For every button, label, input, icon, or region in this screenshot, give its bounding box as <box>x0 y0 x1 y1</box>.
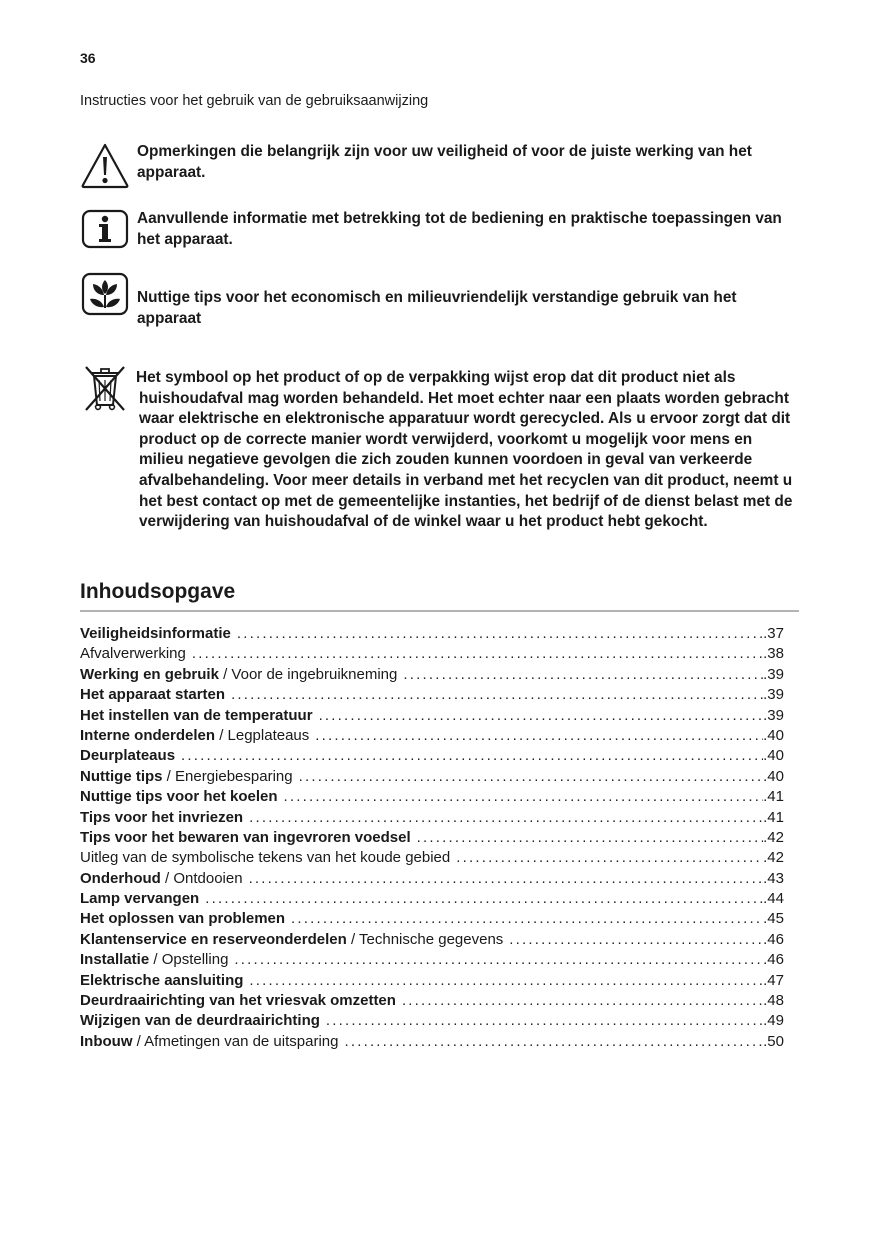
toc-entry-10[interactable] <box>80 808 784 828</box>
toc-dot-leader <box>326 1011 763 1031</box>
toc-entry-title-bold: Deurdraairichting van het vriesvak omzetten <box>80 992 396 1010</box>
toc-entry-21[interactable] <box>80 1032 784 1052</box>
toc-entry-1[interactable] <box>80 624 784 644</box>
toc-entry-title-bold: Tips voor het bewaren van ingevroren voedsel <box>80 828 411 846</box>
page-number: 36 <box>80 50 96 66</box>
toc-dot-leader <box>456 848 763 868</box>
toc-entry-18[interactable] <box>80 971 784 991</box>
toc-dot-leader <box>237 624 763 644</box>
toc-entry-page: .39 <box>763 686 784 704</box>
toc-entry-title-bold: Het apparaat starten <box>80 686 226 704</box>
toc-entry-page: .43 <box>763 869 784 887</box>
toc-entry-page: .41 <box>763 808 784 826</box>
toc-entry-page: .40 <box>763 747 784 765</box>
toc-entry-16[interactable] <box>80 930 784 950</box>
toc-entry-title-rest: / Ontdooien <box>160 869 243 887</box>
toc-entry-page: .47 <box>763 971 784 989</box>
toc-dot-leader <box>299 767 764 787</box>
notice-eco-text: Nuttige tips voor het economisch en milieuvriendelijk verstandige gebruik van het apparaat <box>137 289 737 327</box>
toc-entry-title-bold: Nuttige tips voor het koelen <box>80 788 278 806</box>
toc-divider <box>80 610 799 612</box>
toc-entry-17[interactable] <box>80 950 784 970</box>
toc-entry-page: .39 <box>763 665 784 683</box>
toc-entry-15[interactable] <box>80 909 784 929</box>
toc-dot-leader <box>249 869 764 889</box>
toc-entry-19[interactable] <box>80 991 784 1011</box>
toc-entry-title-bold: Interne onderdelen <box>80 726 216 744</box>
toc-dot-leader <box>284 787 764 807</box>
toc-dot-leader <box>319 706 764 726</box>
toc-dot-leader <box>291 909 763 929</box>
notice-info-text: Aanvullende informatie met betrekking tot de bediening en praktische toepassingen van het apparaat. <box>137 210 782 248</box>
toc-entry-page: .41 <box>763 788 784 806</box>
toc-dot-leader <box>509 930 763 950</box>
intro-heading: Instructies voor het gebruik van de gebruiksaanwijzing <box>80 93 429 109</box>
toc-entry-page: .46 <box>763 951 784 969</box>
toc-entry-20[interactable] <box>80 1011 784 1031</box>
toc-entry-title-bold: Het oplossen van problemen <box>80 910 286 928</box>
toc-entry-page: .37 <box>763 625 784 642</box>
info-icon <box>80 209 130 259</box>
toc-entry-8[interactable] <box>80 767 784 787</box>
toc-list <box>80 624 784 1052</box>
toc-entry-page: .48 <box>763 992 784 1010</box>
toc-entry-title-bold: Wijzigen van de deurdraairichting <box>80 1012 320 1030</box>
crossed-out-bin-icon <box>80 363 130 413</box>
toc-dot-leader <box>249 808 763 828</box>
toc-dot-leader <box>417 828 763 848</box>
toc-entry-title-bold: Installatie <box>80 951 150 969</box>
toc-entry-page: .49 <box>763 1012 784 1030</box>
toc-entry-title-bold: Inbouw <box>80 1032 133 1050</box>
toc-entry-page: .50 <box>763 1032 784 1050</box>
toc-entry-9[interactable] <box>80 787 784 807</box>
toc-entry-page: .38 <box>763 645 784 663</box>
toc-dot-leader <box>234 950 763 970</box>
toc-entry-title-rest: Afvalverwerking <box>80 645 186 663</box>
toc-entry-page: .42 <box>763 849 784 867</box>
toc-entry-4[interactable] <box>80 685 784 705</box>
toc-entry-title-bold: Nuttige tips <box>80 767 163 785</box>
toc-dot-leader <box>181 746 763 766</box>
toc-entry-title-rest: / Legplateaus <box>215 726 310 744</box>
toc-entry-2[interactable] <box>80 644 784 664</box>
toc-entry-title-bold: Lamp vervangen <box>80 890 200 908</box>
toc-entry-page: .39 <box>763 706 784 724</box>
toc-entry-page: .45 <box>763 910 784 928</box>
toc-entry-14[interactable] <box>80 889 784 909</box>
toc-entry-title-bold: Onderhoud <box>80 869 161 887</box>
toc-entry-title-rest: / Afmetingen van de uitsparing <box>132 1032 339 1050</box>
toc-dot-leader <box>344 1032 763 1052</box>
toc-entry-title-rest: / Voor de ingebruikneming <box>218 665 398 683</box>
toc-entry-7[interactable] <box>80 746 784 766</box>
toc-entry-13[interactable] <box>80 869 784 889</box>
toc-entry-page: .40 <box>763 767 784 785</box>
toc-entry-title-bold: Werking en gebruik <box>80 665 219 683</box>
toc-entry-title-rest: / Opstelling <box>149 951 229 969</box>
toc-entry-title-rest: / Technische gegevens <box>346 930 504 948</box>
toc-entry-6[interactable] <box>80 726 784 746</box>
toc-title: Inhoudsopgave <box>80 580 236 603</box>
toc-dot-leader <box>402 991 763 1011</box>
toc-entry-title-bold: Deurplateaus <box>80 747 176 765</box>
toc-entry-5[interactable] <box>80 706 784 726</box>
toc-entry-title-rest: / Energiebesparing <box>162 767 293 785</box>
toc-entry-3[interactable] <box>80 665 784 685</box>
toc-entry-page: .40 <box>763 726 784 744</box>
toc-entry-11[interactable] <box>80 828 784 848</box>
notice-warning-text: Opmerkingen die belangrijk zijn voor uw veiligheid of voor de juiste werking van het apparaat. <box>137 143 752 181</box>
toc-entry-title-bold: Elektrische aansluiting <box>80 971 244 989</box>
toc-dot-leader <box>315 726 763 746</box>
eco-flower-icon <box>80 272 130 322</box>
warning-triangle-icon <box>80 142 130 192</box>
toc-entry-title-bold: Tips voor het invriezen <box>80 808 244 826</box>
toc-dot-leader <box>249 971 763 991</box>
toc-entry-title-rest: Uitleg van de symbolische tekens van het koude gebied <box>80 849 451 867</box>
toc-dot-leader <box>231 685 763 705</box>
notice-weee-text: Het symbool op het product of op de verpakking wijst erop dat dit product niet als huishoudafval mag worden behandeld. Het moet echter naar een plaats worden gebracht waar elektrische en elektronische apparatuur wordt gerecycled. Als u ervoor zorgt dat dit product op de correcte manier wordt verwijderd, voorkomt u mogelijk voor mens en milieu negatieve gevolgen die zich zouden kunnen voordoen in geval van verkeerde afvalbehandeling. Voor meer details in verband met het recyclen van dit product, neemt u het best contact op met de gemeentelijke instanties, het bedrijf of de dienst belast met de verwijdering van huishoudafval of de winkel waar u het product hebt gekocht. <box>136 369 793 531</box>
toc-entry-page: .42 <box>763 828 784 846</box>
toc-entry-title-bold: Het instellen van de temperatuur <box>80 706 313 724</box>
toc-entry-12[interactable] <box>80 848 784 868</box>
toc-entry-title-bold: Klantenservice en reserveonderdelen <box>80 930 347 948</box>
toc-entry-page: .44 <box>763 890 784 908</box>
toc-dot-leader <box>192 644 763 664</box>
toc-dot-leader <box>205 889 763 909</box>
toc-dot-leader <box>403 665 763 685</box>
toc-entry-title-bold: Veiligheidsinformatie <box>80 625 231 642</box>
toc-entry-page: .46 <box>763 930 784 948</box>
